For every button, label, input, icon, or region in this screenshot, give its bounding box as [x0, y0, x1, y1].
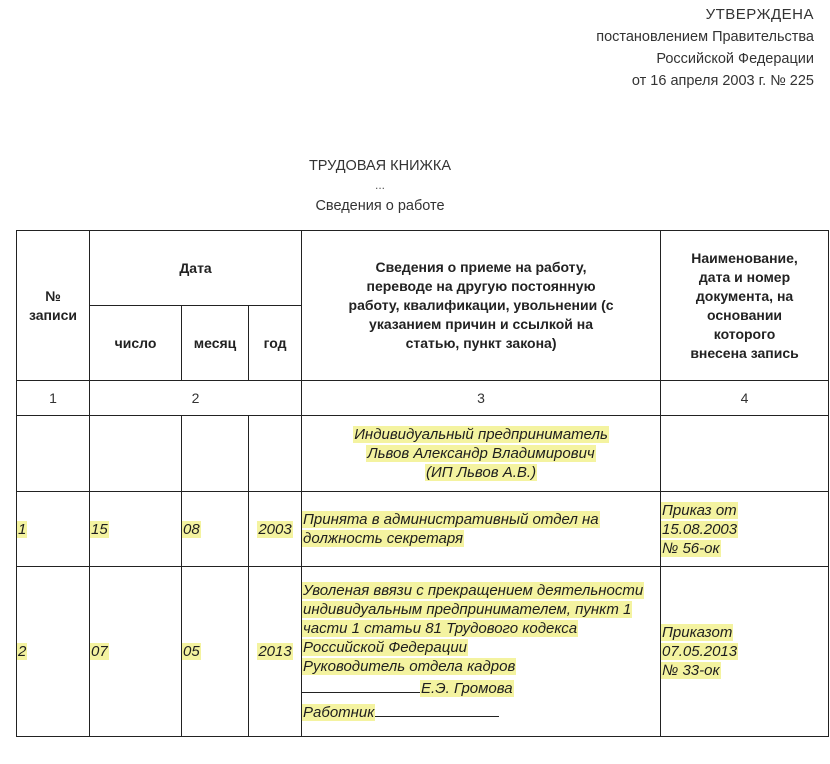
header-day: число [90, 306, 182, 381]
row-2-doc-line-3: № 33-ок [662, 662, 720, 679]
employer-line-2-text: Львов Александр Владимирович [367, 445, 595, 462]
header-document-text: Наименование, дата и номер документа, на основании которого внесена запись [690, 249, 799, 361]
column-number-2: 2 [90, 381, 302, 416]
row-2-worker-line [302, 702, 648, 722]
document-title: ТРУДОВАЯ КНИЖКА [308, 158, 452, 174]
document-ellipsis: ... [374, 178, 385, 192]
row-1-doc-line-3: № 56-ок [662, 539, 720, 557]
row-2-signer-title: Руководитель отдела кадров [303, 658, 516, 675]
employer-cell [302, 416, 661, 492]
row-1-month [182, 492, 249, 567]
approval-heading: УТВЕРЖДЕНА [705, 6, 814, 23]
row-1-doc-line-2: 15.08.2003 [662, 520, 738, 538]
row-2-signature-line [302, 678, 648, 698]
row-2-no [17, 567, 90, 737]
row-1-info-text: Принята в административный отдел на должность секретаря [303, 511, 599, 547]
row-2-info-text: Уволеная ввязи с прекращением деятельности индивидуальным предпринимателем, пункт 1 части 1 статьи 81 Трудового кодекса Российской Федерации [303, 582, 644, 656]
row-2-document [661, 567, 829, 737]
header-month: месяц [182, 306, 249, 381]
row-2-year [249, 567, 302, 737]
row-1-year [249, 492, 302, 567]
approval-line-3: от 16 апреля 2003 г. № 225 [631, 73, 814, 89]
header-info-text: Сведения о приеме на работу, переводе на другую постоянную работу, квалификации, увольнении (с указанием причин и ссылкой на статью, пункт закона) [348, 259, 614, 351]
row-2-year-text: 2013 [258, 643, 292, 660]
employer-line-3 [302, 463, 660, 482]
row-1-no [17, 492, 90, 567]
row-2-month [182, 567, 249, 737]
approval-block [596, 4, 814, 92]
header-record-no-text: № записи [28, 287, 77, 323]
header-record-no [17, 231, 90, 381]
row-1-info [302, 492, 661, 567]
row-2-info [302, 567, 661, 737]
row-2-day-text: 07 [91, 643, 108, 660]
row-1-day-text: 15 [91, 520, 108, 538]
row-1-month-text: 08 [183, 520, 200, 538]
document-subtitle: Сведения о работе [315, 198, 445, 214]
row-1-document [661, 492, 829, 567]
row-2-day [90, 567, 182, 737]
header-date: Дата [90, 231, 302, 306]
row-1-day [90, 492, 182, 567]
row-2-signer-name: Е.Э. Громова [421, 680, 513, 697]
employer-line-3-text: (ИП Львов А.В.) [425, 464, 537, 481]
row-2-no-text: 2 [18, 643, 27, 660]
row-1-doc-line-1: Приказ от [662, 501, 737, 519]
row-2-doc-line-1: Приказот [662, 624, 733, 641]
employer-line-2 [302, 444, 660, 463]
approval-line-1: постановлением Правительства [596, 29, 814, 45]
header-document [661, 231, 829, 381]
work-record-table [16, 230, 829, 737]
approval-line-2: Российской Федерации [656, 51, 814, 67]
column-number-3: 3 [302, 381, 661, 416]
column-number-1: 1 [17, 381, 90, 416]
table-row [17, 567, 829, 737]
signature-blank [302, 678, 420, 693]
table-row [17, 492, 829, 567]
worker-signature-blank [375, 702, 499, 717]
header-year: год [249, 306, 302, 381]
row-1-year-text: 2003 [258, 520, 292, 538]
row-1-no-text: 1 [18, 520, 27, 538]
row-2-worker-label: Работник [303, 704, 375, 721]
employer-line-1 [302, 425, 660, 444]
column-number-4: 4 [661, 381, 829, 416]
header-info [302, 231, 661, 381]
row-2-doc-line-2: 07.05.2013 [662, 643, 738, 660]
employer-line-1-text: Индивидуальный предприниматель [354, 426, 608, 443]
row-2-month-text: 05 [183, 643, 200, 660]
